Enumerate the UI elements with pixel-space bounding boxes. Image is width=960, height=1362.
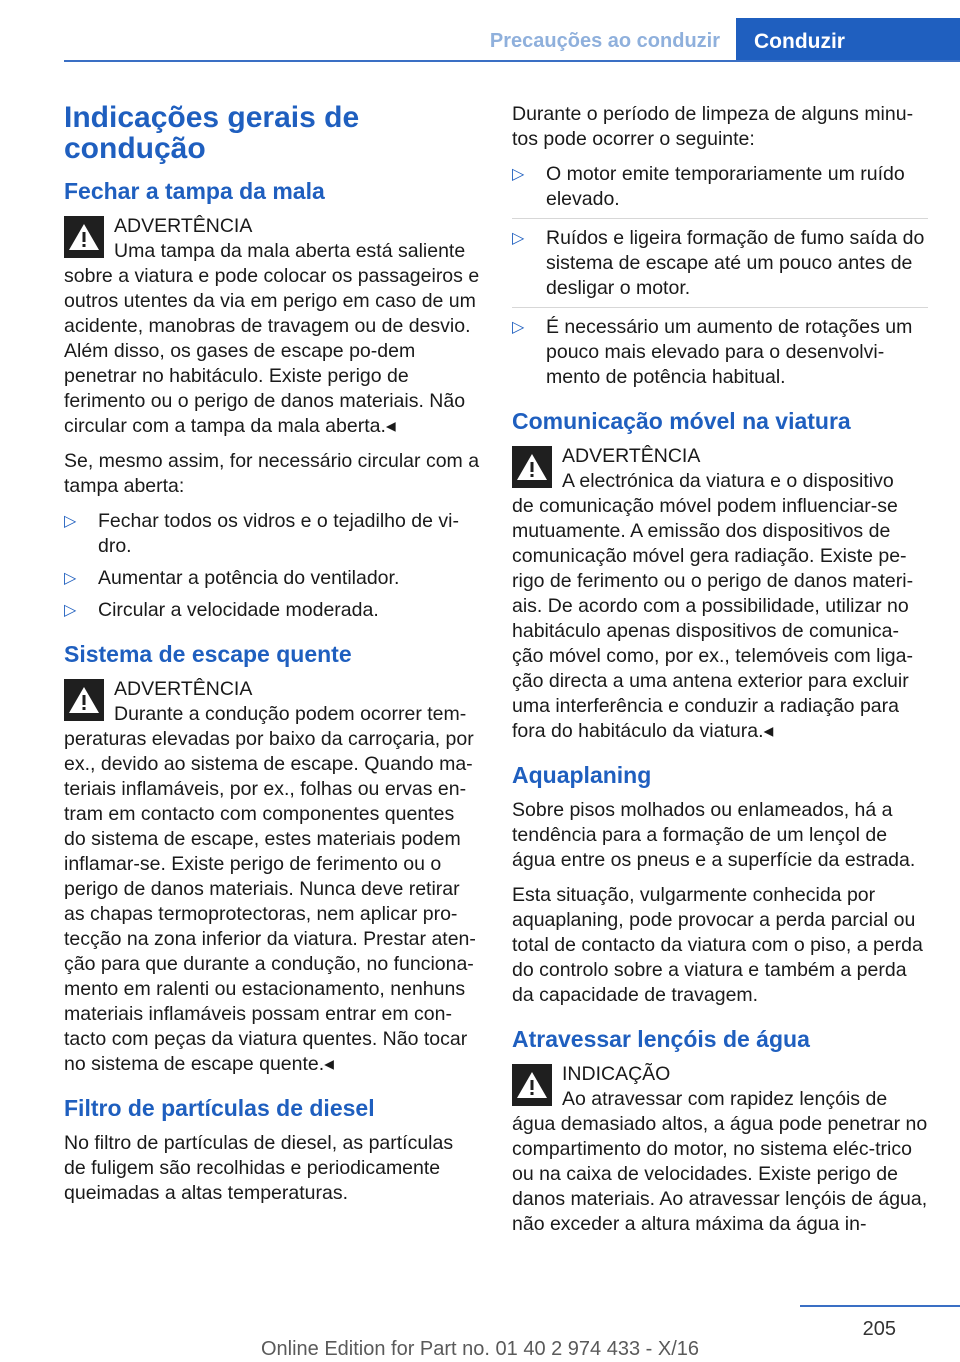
heading-exhaust: Sistema de escape quente <box>64 641 352 667</box>
warning-triangle-icon <box>512 1064 552 1106</box>
heading-diesel-filter: Filtro de partículas de diesel <box>64 1095 375 1121</box>
warning-text: peraturas elevadas por baixo da carroçaria, por ex., devido ao sistema de escape. Quando ma-teriais inflamáveis, por ex., folhas ou ervas en-tram em contacto com componentes quentes do sistema de escape, estes materiais podem inflamar-se. Existe perigo de ferimento ou o perigo de danos materiais. Nunca deve retirar as chapas termoprotectoras, nem aplicar pro-tecção na zona inferior da viatura. Prestar aten-ção para que durante a condução, no funciona-mento em ralenti ou estacionamento, nenhuns materiais inflamáveis possam entrar em con-tacto com peças da viatura quentes. Não tocar no sistema de escape quente.◂ <box>64 728 476 1075</box>
bullet-list <box>64 509 480 623</box>
list-item-text: O motor emite temporariamente um ruído elevado. <box>546 163 905 210</box>
paragraph: Esta situação, vulgarmente conhecida por aquaplaning, pode provocar a perda parcial ou total de contacto da viatura com o piso, a perda do controlo sobre a viatura e também a perda da capacidade de travagem. <box>512 884 923 1006</box>
heading-water-crossing: Atravessar lençóis de água <box>512 1026 810 1052</box>
heading-mobile-comm: Comunicação móvel na viatura <box>512 408 851 434</box>
list-item-text: Fechar todos os vidros e o tejadilho de vi-dro. <box>98 510 459 557</box>
heading-trunk-lid: Fechar a tampa da mala <box>64 178 325 204</box>
warning-triangle-icon <box>512 446 552 488</box>
bullet-list <box>512 162 928 390</box>
list-item <box>64 509 480 559</box>
triangle-bullet-icon: ▷ <box>512 230 525 247</box>
left-column <box>64 102 480 1216</box>
triangle-bullet-icon: ▷ <box>512 166 525 183</box>
right-column <box>512 102 928 1247</box>
warning-label: ADVERTÊNCIA <box>114 215 253 237</box>
list-item <box>512 315 928 390</box>
warning-block <box>512 444 928 744</box>
footer-edition: Online Edition for Part no. 01 40 2 974 433 - X/16 <box>260 1338 700 1360</box>
list-item <box>64 566 480 591</box>
warning-label: ADVERTÊNCIA <box>562 445 701 467</box>
warning-text-first: Uma tampa da mala aberta está saliente <box>114 240 466 262</box>
warning-block <box>64 214 480 439</box>
warning-label: ADVERTÊNCIA <box>114 678 253 700</box>
page-number: 205 <box>862 1318 896 1340</box>
header-chapter-tab: Conduzir <box>736 18 960 62</box>
warning-triangle-icon <box>64 679 104 721</box>
footer-rule <box>800 1305 960 1307</box>
warning-text-first: A electrónica da viatura e o dispositivo <box>562 470 894 492</box>
page-header <box>0 0 960 62</box>
list-item-text: Ruídos e ligeira formação de fumo saída do sistema de escape até um pouco antes de desligar o motor. <box>546 227 925 299</box>
page-title: Indicações gerais de condução <box>64 101 360 165</box>
paragraph: Sobre pisos molhados ou enlameados, há a tendência para a formação de um lençol de água entre os pneus e a superfície da estrada. <box>512 799 916 871</box>
notice-label: INDICAÇÃO <box>562 1063 671 1085</box>
notice-text-first: Ao atravessar com rapidez lençóis de <box>562 1088 888 1110</box>
notice-text: água demasiado altos, a água pode penetrar no compartimento do motor, no sistema eléc-trico ou na caixa de velocidades. Existe perigo de danos materiais. Ao atravessar lençóis de água, não exceder a altura máxima da água in- <box>512 1113 928 1235</box>
list-item-text: Aumentar a potência do ventilador. <box>98 567 400 589</box>
list-item <box>512 226 928 308</box>
header-rule <box>64 60 960 62</box>
paragraph: Durante o período de limpeza de alguns minu-tos pode ocorrer o seguinte: <box>512 103 914 150</box>
warning-text: sobre a viatura e pode colocar os passageiros e outros utentes da via em perigo em caso de um acidente, manobras de travagem ou de desvio. Além disso, os gases de escape po-dem penetrar no habitáculo. Existe perigo de ferimento ou o perigo de danos materiais. Não circular com a tampa da mala aberta.◂ <box>64 265 480 437</box>
triangle-bullet-icon: ▷ <box>64 570 77 587</box>
warning-text: de comunicação móvel podem influenciar-se mutuamente. A emissão dos dispositivos de comunicação móvel gera radiação. Existe pe-rigo de ferimento ou o perigo de danos materi-ais. De acordo com a possibilidade, utilizar no habitáculo apenas dispositivos de comunica-ção móvel como, por ex., telemóveis com liga-ção directa a uma antena exterior para excluir uma interferência e conduzir a radiação para fora do habitáculo da viatura.◂ <box>512 495 914 742</box>
list-item-text: Circular a velocidade moderada. <box>98 599 379 621</box>
notice-block <box>512 1062 928 1237</box>
warning-text-first: Durante a condução podem ocorrer tem- <box>114 703 467 725</box>
triangle-bullet-icon: ▷ <box>512 319 525 336</box>
list-item-text: É necessário um aumento de rotações um pouco mais elevado para o desenvolvi-mento de potência habitual. <box>546 316 913 388</box>
paragraph: Se, mesmo assim, for necessário circular com a tampa aberta: <box>64 450 480 497</box>
header-section: Precauções ao conduzir <box>489 30 720 52</box>
list-item <box>64 598 480 623</box>
warning-block <box>64 677 480 1077</box>
list-item <box>512 162 928 219</box>
paragraph: No filtro de partículas de diesel, as partículas de fuligem são recolhidas e periodicamente queimadas a altas temperaturas. <box>64 1132 454 1204</box>
heading-aquaplaning: Aquaplaning <box>512 762 652 788</box>
triangle-bullet-icon: ▷ <box>64 602 77 619</box>
warning-triangle-icon <box>64 216 104 258</box>
triangle-bullet-icon: ▷ <box>64 513 77 530</box>
